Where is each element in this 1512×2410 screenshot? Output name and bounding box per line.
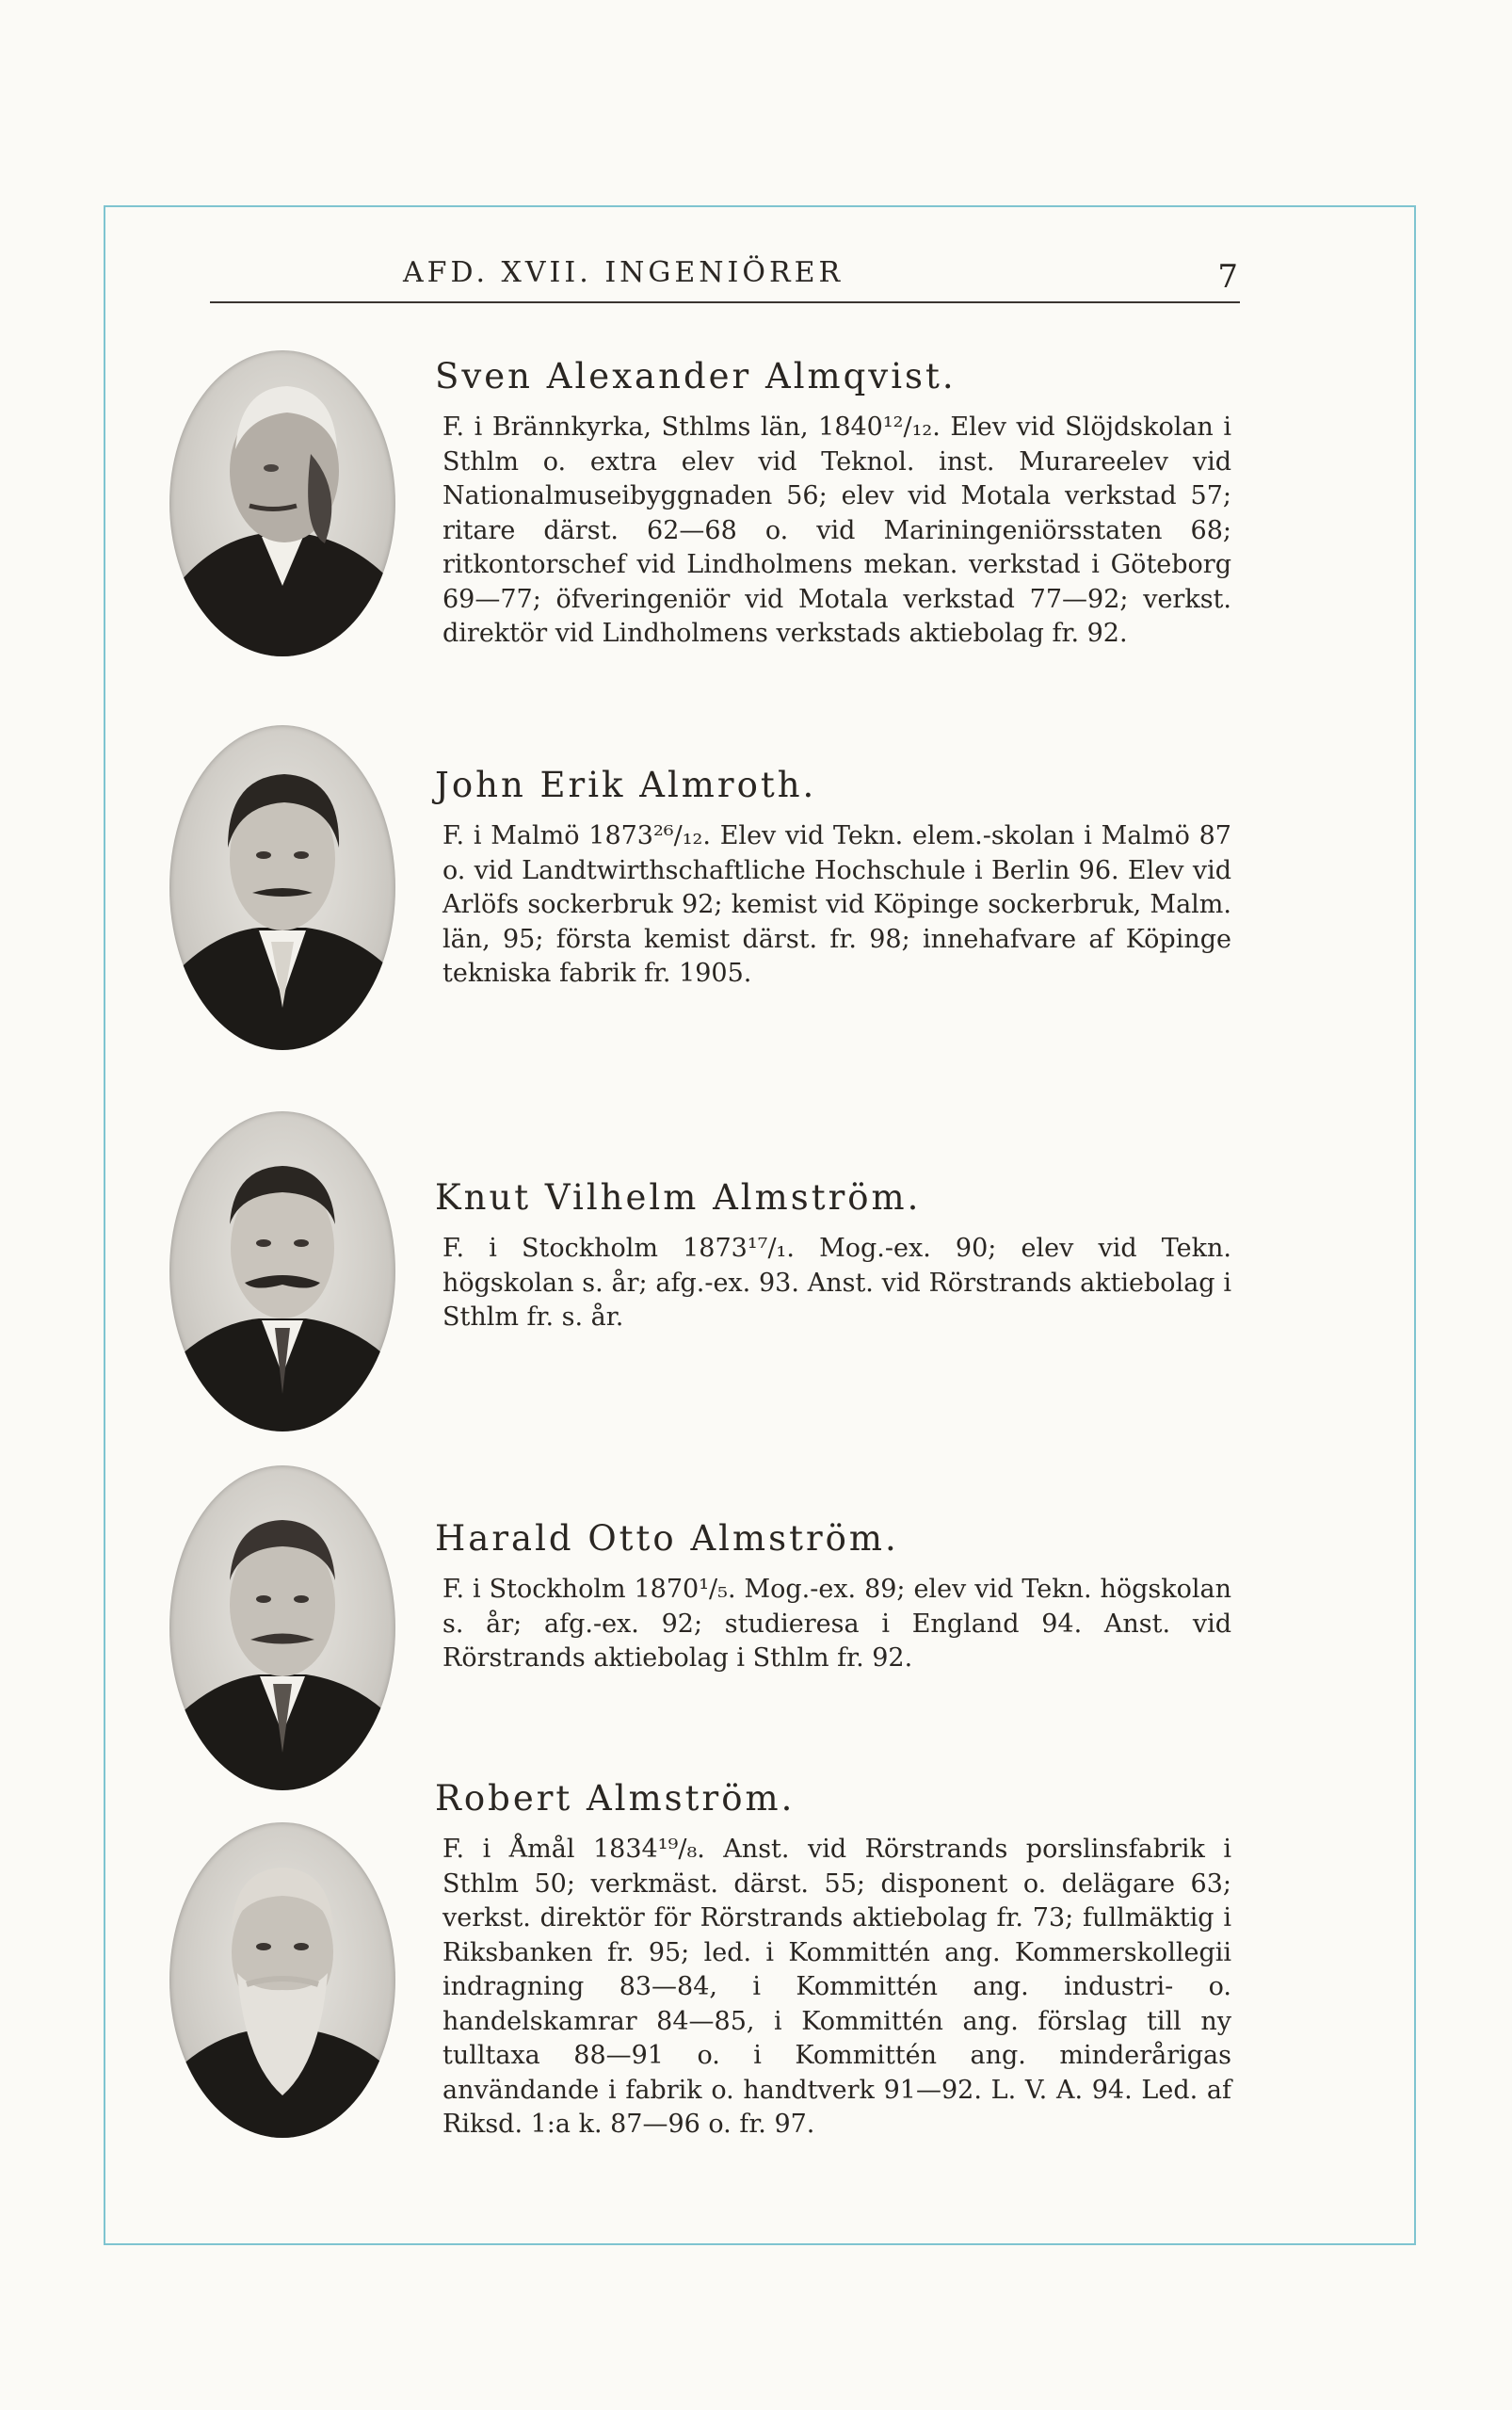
entry-robert-almstrom [435,1778,1235,2143]
entry-biography: F. i Brännkyrka, Sthlms län, 1840¹²/₁₂. Elev vid Slöjdskolan i Sthlm o. extra elev vid Teknol. inst. Murareelev vid Nationalmuseibyggnaden 56; elev vid Motala verkstad 57; ritare därst. 62—68 o. vid Mariningeniörsstaten 68; ritkontorschef vid Lindholmens mekan. verkstad i Göteborg 69—77; öfveringeniör vid Motala verkstad 77—92; verkst. direktör vid Lindholmens verkstads aktiebolag fr. 92. [442,412,1231,648]
page-header [210,249,1240,303]
portrait-robert-almstrom [169,1822,395,2138]
entry-name: John Erik Almroth. [435,765,817,805]
portrait-harald-almstrom [169,1465,395,1790]
portrait-sven-almqvist [169,350,395,656]
entry-name: Sven Alexander Almqvist. [435,356,957,396]
entry-name: Knut Vilhelm Almström. [435,1177,922,1218]
entry-sven-almqvist [435,356,1235,652]
entry-harald-almstrom [435,1518,1235,1676]
portrait-knut-almstrom [169,1111,395,1431]
entry-biography: F. i Malmö 1873²⁶/₁₂. Elev vid Tekn. elem.-skolan i Malmö 87 o. vid Landtwirthschaftliche Hochschule i Berlin 96. Elev vid Arlöfs sockerbruk 92; kemist vid Köpinge sockerbruk, Malm. län, 95; första kemist därst. fr. 98; innehafvare af Köpinge tekniska fabrik fr. 1905. [442,821,1231,988]
section-title: AFD. XVII. INGENIÖRER [403,256,844,289]
entry-knut-almstrom [435,1177,1235,1335]
entry-john-almroth [435,765,1235,992]
entry-name: Robert Almström. [435,1778,796,1819]
entry-name: Harald Otto Almström. [435,1518,899,1559]
portrait-john-almroth [169,725,395,1050]
entry-biography: F. i Stockholm 1873¹⁷/₁. Mog.-ex. 90; elev vid Tekn. högskolan s. år; afg.-ex. 93. Anst. vid Rörstrands aktiebolag i Sthlm fr. s. år. [442,1234,1231,1332]
entry-biography: F. i Åmål 1834¹⁹/₈. Anst. vid Rörstrands porslinsfabrik i Sthlm 50; verkmäst. därst. 55; disponent o. delägare 63; verkst. direktör för Rörstrands aktiebolag fr. 73; fullmäktig i Riksbanken fr. 95; led. i Kommittén ang. Kommerskollegii indragning 83—84, i Kommittén ang. industri- o. handelskamrar 84—85, i Kommittén ang. förslag till ny tulltaxa 88—91 o. i Kommittén ang. minderårigas användande i fabrik o. handtverk 91—92. L. V. A. 94. Led. af Riksd. 1:a k. 87—96 o. fr. 97. [442,1835,1231,2139]
page-number: 7 [1217,258,1238,296]
entry-biography: F. i Stockholm 1870¹/₅. Mog.-ex. 89; elev vid Tekn. högskolan s. år; afg.-ex. 92; studieresa i England 94. Anst. vid Rörstrands aktiebolag i Sthlm fr. 92. [442,1575,1231,1673]
